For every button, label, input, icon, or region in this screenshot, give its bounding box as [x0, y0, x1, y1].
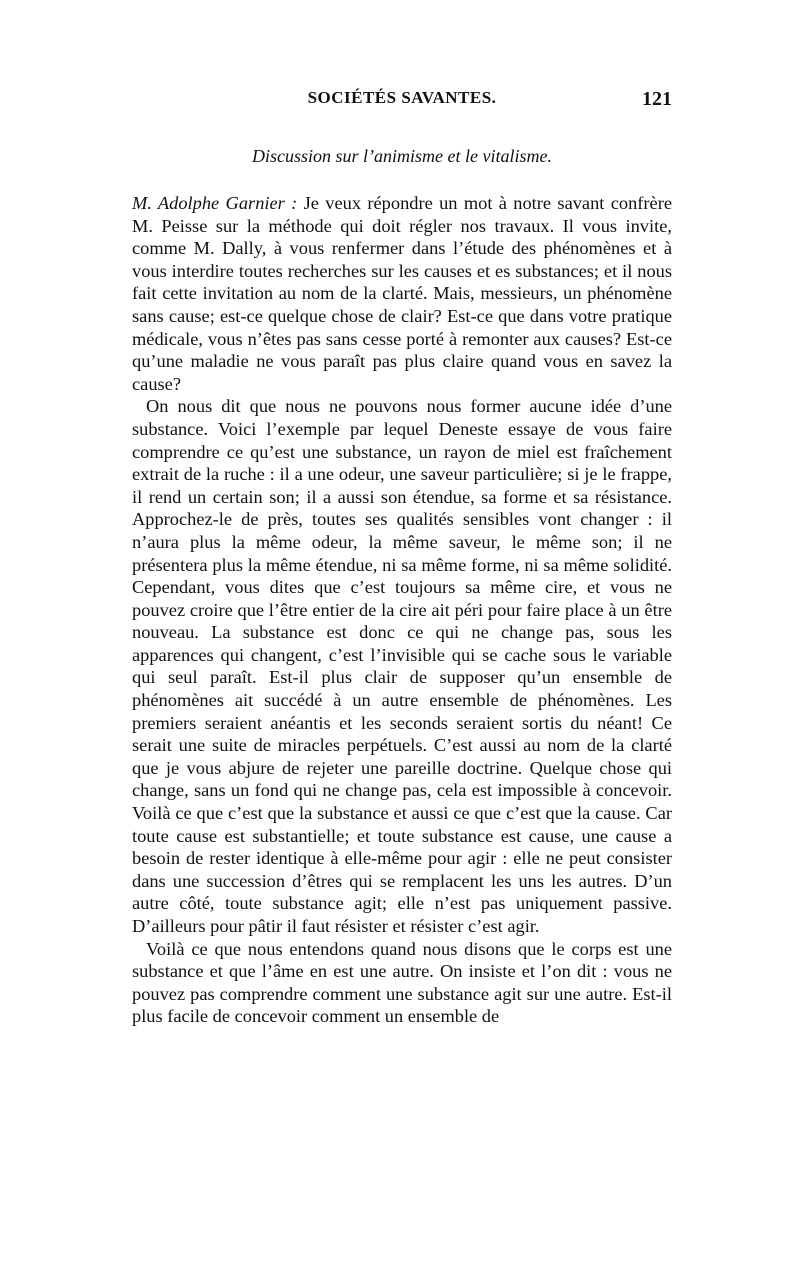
paragraph-text: On nous dit que nous ne pouvons nous former aucune idée d’une substance. Voici l’exemple par lequel Deneste essaye de vous faire comprendre ce qu’est une substance, un rayon de miel est fraîchement extrait de la ruche : il a une odeur, une saveur particulière; si je le frappe, il rend un certain son; il a aussi son étendue, sa forme et sa résistance. Approchez-le de près, toutes ses qualités sensibles vont changer : il n’aura plus la même odeur, la même saveur, le même son; il ne présentera plus la même étendue, ni sa même forme, ni sa même solidité. Cependant, vous dites que c’est toujours sa même cire, et vous ne pouvez croire que l’être entier de la cire ait péri pour faire place à un être nouveau. La substance est donc ce qui ne change pas, sous les apparences qui changent, c’est l’invisible qui se cache sous le variable qui seul paraît. Est-il plus clair de supposer qu’un ensemble de phénomènes ait succédé à un autre ensemble de phénomènes. Les premiers seraient anéantis et les seconds seraient sortis du néant! Ce serait une suite de miracles perpétuels. C’est aussi au nom de la clarté que je vous abjure de rejeter une pareille doctrine. Quelque chose qui change, sans un fond qui ne change pas, cela est impossible à concevoir. Voilà ce que c’est que la substance et aussi ce que c’est que la cause. Car toute cause est substantielle; et toute substance est cause, une cause a besoin de rester identique à elle-même pour agir : elle ne peut consister dans une succession d’êtres qui se remplacent les uns les autres. D’un autre côté, toute substance agit; elle n’est pas uniquement passive. D’ailleurs pour pâtir il faut résister et résister c’est agir.: [132, 396, 672, 936]
page-number: 121: [642, 88, 672, 110]
paragraph-text: Je veux répondre un mot à notre savant confrère M. Peisse sur la méthode qui doit régler nos travaux. Il vous invite, comme M. Dally, à vous renfermer dans l’étude des phénomènes et à vous interdire toutes recherches sur les causes et es substances; et il nous fait cette invitation au nom de la clarté. Mais, messieurs, un phénomène sans cause; est-ce quelque chose de clair? Est-ce que dans votre pratique médicale, vous n’êtes pas sans cesse porté à remonter aux causes? Est-ce qu’une maladie ne vous paraît pas plus claire quand vous en savez la cause?: [132, 193, 672, 394]
paragraph-text: Voilà ce que nous entendons quand nous disons que le corps est une substance et que l’âme en est une autre. On insiste et l’on dit : vous ne pouvez pas comprendre comment une substance agit sur une autre. Est-il plus facile de concevoir comment un ensemble de: [132, 938, 672, 1027]
section-heading: Discussion sur l’animisme et le vitalisme.: [252, 146, 552, 166]
running-title: SOCIÉTÉS SAVANTES.: [307, 88, 497, 107]
speaker-name: M. Adolphe Garnier :: [132, 193, 298, 213]
paragraph-1: [132, 192, 672, 395]
running-head: [132, 88, 672, 118]
paragraph-2: [132, 395, 672, 937]
body-text: [132, 192, 672, 1028]
paragraph-3: [132, 938, 672, 1028]
